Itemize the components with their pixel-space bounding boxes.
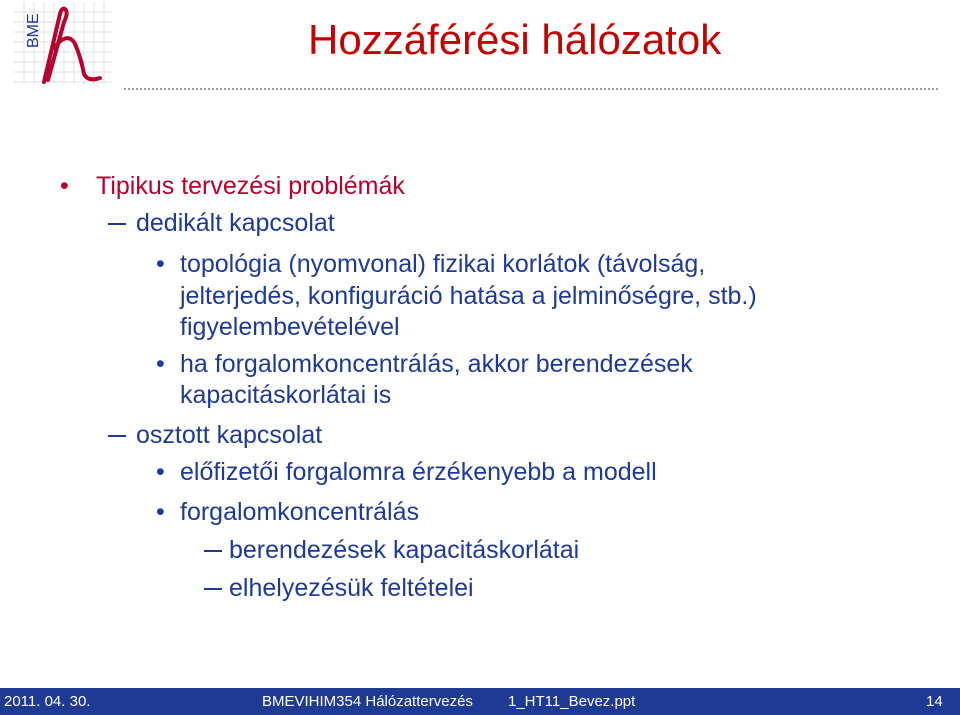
bullet-item: elhelyezésük feltételei (229, 574, 474, 602)
bullet-marker: • (156, 458, 165, 486)
footer-file: 1_HT11_Bevez.ppt (508, 693, 636, 710)
bullet-item: ha forgalomkoncentrálás, akkor berendezések (180, 350, 693, 378)
bullet-item: Tipikus tervezési problémák (96, 172, 405, 200)
bullet-item: topológia (nyomvonal) fizikai korlátok (távolság, (180, 250, 706, 278)
bullet-item: dedikált kapcsolat (136, 209, 335, 237)
bullet-item-continuation: jelterjedés, konfiguráció hatása a jelminőségre, stb.) (180, 282, 757, 310)
bullet-item: előfizetői forgalomra érzékenyebb a modell (180, 458, 657, 486)
dash-marker (204, 536, 222, 564)
bullet-marker: • (60, 172, 69, 200)
page-title: Hozzáférési hálózatok (308, 16, 722, 63)
bullet-item: osztott kapcsolat (136, 421, 323, 449)
bullet-marker: • (156, 498, 165, 526)
dash-marker (108, 209, 126, 237)
bullet-marker: • (156, 350, 165, 378)
dash-marker (204, 574, 222, 602)
logo-text: BME (25, 13, 42, 48)
bullet-item: berendezések kapacitáskorlátai (229, 536, 580, 564)
dash-marker (108, 421, 126, 449)
footer-page-number: 14 (926, 693, 943, 710)
footer-date: 2011. 04. 30. (4, 693, 91, 710)
footer-course: BMEVIHIM354 Hálózattervezés (262, 693, 473, 710)
bullet-item-continuation: kapacitáskorlátai is (180, 381, 392, 409)
bullet-marker: • (156, 250, 165, 278)
bullet-item: forgalomkoncentrálás (180, 498, 420, 526)
bullet-item-continuation: figyelembevételével (180, 313, 400, 341)
slide-footer (0, 688, 960, 715)
